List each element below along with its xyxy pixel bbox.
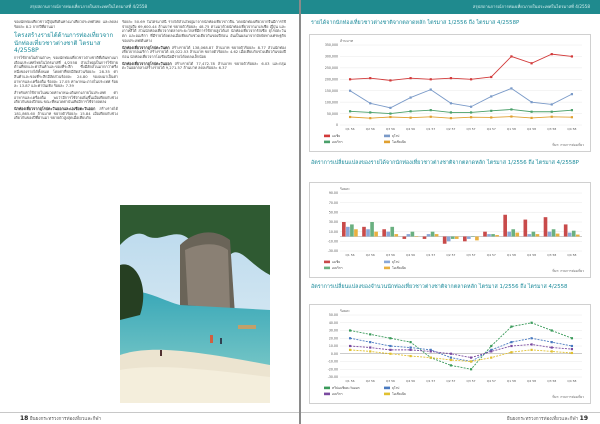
chart-2-bar <box>390 227 394 237</box>
chart-2-bar <box>370 222 374 237</box>
chart-1-point <box>571 116 573 118</box>
chart-1-point <box>470 116 472 118</box>
chart-1-point <box>389 107 391 109</box>
chart-1-xtick: Q1 58 <box>506 127 516 131</box>
chart-2-bar <box>427 234 431 236</box>
chart-3-point <box>551 341 553 343</box>
right-column <box>122 20 286 202</box>
chart-3-ytick: 0.00 <box>330 351 338 356</box>
chart-1-xtick: Q1 57 <box>426 127 436 131</box>
chart-3-point <box>510 351 512 353</box>
chart-2-bar <box>411 232 415 237</box>
chart-3-point <box>430 357 432 359</box>
chart-3-point <box>389 349 391 351</box>
chart-2-bar <box>536 234 540 236</box>
chart-3 <box>309 304 591 404</box>
chart-3-point <box>551 329 553 331</box>
chart-3-point <box>510 345 512 347</box>
chart-1-point <box>409 117 411 119</box>
chart-3-ytick: -30.00 <box>327 375 338 380</box>
right-col-text-1: ร้อยละ 50.69 ในไตรมาสนี้ รายได้ส่วนใหญ่มาจากนักท่องเที่ยวชาวจีน โดยนักท่องเที่ยวจากจีนมีการใช้จ่ายสูงถึง 69,600.44 ล้านบาท ขยายตัวร้อยละ 48.75 ตามมาด้วยนักท่องเที่ยวจากมาเลเซีย ญี่ปุ่น และเกาหลีใต้ ส่วนนักท่องเที่ยวจากตลาดระยะไกลที่มีการใช้จ่ายสูงได้แก่ นักท่องเที่ยวจากรัสเซีย ยุโรปตะวันตก และอเมริกา ที่มีรายได้ลดลงเมื่อเทียบกับช่วงเดียวกันของปีก่อน อันเป็นผลมาจากปัจจัยทางเศรษฐกิจของประเทศต้นทาง <box>122 20 286 43</box>
right-col-heading-3: นักท่องเที่ยวจากยุโรปตะวันออก <box>122 61 172 66</box>
chart-2-xtick: Q4 56 <box>406 253 416 257</box>
chart-1-point <box>490 95 492 97</box>
chart-3-legend-label: ทวีปเอเชียตะวันออก <box>332 386 360 390</box>
chart-1-point <box>450 111 452 113</box>
left-page-number: 18 <box>20 415 29 422</box>
chart-3-xtick: Q1 57 <box>426 379 436 383</box>
chart-2-bar <box>475 237 479 241</box>
chart-3-ytick: -10.00 <box>327 359 338 364</box>
chart-1-legend-swatch <box>324 141 330 144</box>
chart-2-bar <box>471 237 475 238</box>
chart-1-legend-swatch <box>384 141 390 144</box>
chart-2-bar <box>491 234 495 236</box>
chart-1-xtick: Q2 56 <box>365 127 375 131</box>
chart-1-point <box>490 110 492 112</box>
chart-1-point <box>571 93 573 95</box>
chart-3-point <box>470 368 472 370</box>
chart-3-xtick: Q3 58 <box>547 379 557 383</box>
chart-1-xtick: Q2 57 <box>446 127 456 131</box>
chart-3-legend-label: โอเชียเนีย <box>392 392 406 396</box>
chart-1-point <box>510 108 512 110</box>
chart-2-bar <box>548 232 552 237</box>
para-1: การใช้จ่ายในด้านต่างๆ ของนักท่องเที่ยวชาวต่างชาติที่เดินทางมาเยือนประเทศไทยในไตรมาสที่ 4/2558 ส่วนใหญ่เป็นการใช้จ่ายด้านที่พักและค่าสินค้าและของที่ระลึก ซึ่งมีสัดส่วนมากกว่าครึ่งหนึ่งของรายได้ทั้งหมด โดยค่าที่พักมีสัดส่วนร้อยละ 28.35 ค่าสินค้าและของที่ระลึกมีสัดส่วนร้อยละ 24.80 รองลงมาเป็นค่าอาหารและเครื่องดื่ม ร้อยละ 17.05 ค่าพาหนะภายในประเทศ ร้อยละ 13.87 และค่าบันเทิง ร้อยละ 7.39 <box>14 56 118 89</box>
chart-1-xtick: Q4 56 <box>406 127 416 131</box>
chart-3-point <box>571 348 573 350</box>
chart-2-ytick: 90.00 <box>328 191 338 196</box>
chart-2-bar <box>382 229 386 236</box>
right-header-text: สรุปสถานการณ์การท่องเที่ยวภายในประเทศในไตรมาสที่ 4/2558 <box>472 4 590 9</box>
chart-1-ytick: 300,000 <box>324 54 338 59</box>
chart-3-point <box>470 357 472 359</box>
chart-3-point <box>349 345 351 347</box>
right-page <box>301 0 600 424</box>
left-header-text: สรุปสถานการณ์การท่องเที่ยวภายในประเทศในไตรมาสที่ 4/2558 <box>30 4 148 9</box>
chart-3-legend-swatch <box>384 387 390 390</box>
chart-1-xtick: Q3 58 <box>547 127 557 131</box>
right-col-heading-2: นักท่องเที่ยวจากยุโรปตะวันตก <box>122 45 170 50</box>
right-col-text-3: สร้างรายได้ 77,472.78 ล้านบาท ขยายตัวร้อยละ 6.03 และกลุ่มตะวันออกกลางสร้างรายได้ 9,271.57 ล้านบาท ลดลงร้อยละ 6.37 <box>122 61 286 71</box>
chart-3-point <box>490 350 492 352</box>
chart-2-xtick: Q3 56 <box>385 253 395 257</box>
chart-3-point <box>450 364 452 366</box>
chart-3-point <box>389 353 391 355</box>
chart-3-point <box>349 329 351 331</box>
left-footer-text: ยืนยงกระทรวงการท่องเที่ยวและกีฬา <box>29 417 102 422</box>
chart-3-ytick: 30.00 <box>328 328 338 333</box>
chart-2-legend-label: เอเชีย <box>332 260 341 264</box>
chart-2-bar <box>451 237 455 239</box>
chart-1-legend-label: อเมริกา <box>332 140 343 144</box>
chart-1-xtick: Q3 56 <box>385 127 395 131</box>
chart-1-series-line <box>350 109 572 113</box>
chart-2-ytick: 50.00 <box>328 210 338 215</box>
chart-1-point <box>450 77 452 79</box>
chart-1-point <box>389 112 391 114</box>
chart-1-point <box>470 78 472 80</box>
left-footer <box>0 412 299 424</box>
chart-1-point <box>349 110 351 112</box>
chart-1-point <box>490 116 492 118</box>
chart-1-ylabel: ล้านบาท <box>340 39 353 43</box>
chart-1-legend-swatch <box>384 135 390 138</box>
chart-3-point <box>409 346 411 348</box>
chart-1 <box>309 34 591 152</box>
chart-3-point <box>409 341 411 343</box>
chart-3-point <box>530 322 532 324</box>
chart-1-point <box>430 88 432 90</box>
chart-2-bar <box>423 237 427 239</box>
chart-2-bar <box>374 232 378 237</box>
chart-3-legend-swatch <box>384 393 390 396</box>
chart-1-point <box>551 103 553 105</box>
chart-3-point <box>510 326 512 328</box>
chart-1-point <box>551 116 553 118</box>
chart-2-bar <box>544 217 548 236</box>
chart-3-point <box>530 343 532 345</box>
chart-1-series-line <box>350 88 572 107</box>
chart-2-bar <box>467 237 471 239</box>
chart-2-bar <box>403 237 407 239</box>
chart-1-ytick: 250,000 <box>324 66 338 71</box>
chart-2-bar <box>386 232 390 237</box>
chart-1-legend-label: เอเชีย <box>332 134 341 138</box>
chart-2-legend-label: โอเชียเนีย <box>392 266 406 270</box>
chart-2-xtick: Q1 58 <box>506 253 516 257</box>
chart-3-legend-swatch <box>324 393 330 396</box>
chart-2-xtick: Q1 56 <box>345 253 355 257</box>
chart-2-bar <box>528 234 532 236</box>
chart-2-xtick: Q2 58 <box>527 253 537 257</box>
chart-1-point <box>530 111 532 113</box>
chart-2-bar <box>463 237 467 242</box>
chart-2-ytick: -30.00 <box>327 249 338 254</box>
chart-1-point <box>409 96 411 98</box>
chart-2-bar <box>576 235 580 237</box>
chart-2-ytick: 30.00 <box>328 220 338 225</box>
chart-2-legend-label: ยุโรป <box>392 260 400 264</box>
beach-photo <box>120 205 270 403</box>
chart-1-point <box>349 78 351 80</box>
right-footer <box>301 412 600 424</box>
chart-2-xtick: Q3 57 <box>466 253 476 257</box>
chart-2-bar <box>415 237 419 238</box>
chart-3-point <box>470 360 472 362</box>
chart-1-point <box>430 78 432 80</box>
chart-3-ytick: -20.00 <box>327 367 338 372</box>
chart-2-bar <box>511 229 515 236</box>
chart-1-point <box>530 117 532 119</box>
chart-1-xtick: Q4 57 <box>486 127 496 131</box>
right-page-header <box>301 0 600 14</box>
chart-1-point <box>430 116 432 118</box>
chart-2-legend-swatch <box>324 261 330 264</box>
chart-1-ytick: 0 <box>335 123 338 128</box>
chart-2-ytick: -10.00 <box>327 239 338 244</box>
para-3-heading: นักท่องเที่ยวจากยุโรปตะวันออกและเอเชียตะวันออก <box>14 107 96 112</box>
chart-2-bar <box>483 232 487 237</box>
chart-1-point <box>369 111 371 113</box>
chart-2-legend-label: อเมริกา <box>332 266 343 270</box>
chart-1-point <box>551 111 553 113</box>
chart-2-bar <box>532 232 536 237</box>
chart-1-point <box>571 109 573 111</box>
chart-3-point <box>551 350 553 352</box>
chart-3-point <box>389 337 391 339</box>
chart-1-point <box>571 55 573 57</box>
chart-1-title: รายได้จากนักท่องเที่ยวชาวต่างชาติจากตลาดหลัก ไตรมาส 1/2556 ถึง ไตรมาส 4/2558P <box>311 20 520 26</box>
chart-2-bar <box>443 237 447 244</box>
chart-1-point <box>530 101 532 103</box>
chart-1-point <box>349 90 351 92</box>
chart-1-point <box>430 109 432 111</box>
chart-3-point <box>450 357 452 359</box>
chart-1-point <box>349 116 351 118</box>
chart-1-ytick: 350,000 <box>324 43 338 48</box>
chart-1-ytick: 50,000 <box>326 111 338 116</box>
chart-3-point <box>490 345 492 347</box>
chart-3-point <box>571 345 573 347</box>
chart-3-xtick: Q4 58 <box>567 379 577 383</box>
para-2: สำหรับค่าใช้จ่ายในหมวดค่าพาหนะเดินทางภายในประเทศ ค่าอาหารและเครื่องดื่ม พบว่ามีการใช้จ่ายเพิ่มขึ้นเมื่อเทียบกับช่วงเดียวกันของปีก่อน ขณะที่หมวดค่าบันเทิงมีการใช้จ่ายลดลง <box>14 90 118 105</box>
chart-2-title: อัตราการเปลี่ยนแปลงของรายได้จากนักท่องเที่ยวชาวต่างชาติจากตลาดหลัก ไตรมาส 1/2556 ถึง ไตรมาส 4/2558P <box>311 160 579 166</box>
chart-2 <box>309 182 591 278</box>
chart-2-bar <box>564 224 568 236</box>
chart-1-point <box>409 77 411 79</box>
chart-2-bar <box>507 232 511 237</box>
chart-2-xtick: Q3 58 <box>547 253 557 257</box>
chart-3-point <box>349 337 351 339</box>
chart-3-point <box>369 346 371 348</box>
chart-2-ytick: 10.00 <box>328 229 338 234</box>
chart-3-xtick: Q1 56 <box>345 379 355 383</box>
chart-3-ytick: 50.00 <box>328 313 338 318</box>
chart-2-bar <box>524 220 528 237</box>
chart-3-legend-label: ยุโรป <box>392 386 400 390</box>
chart-2-xtick: Q1 57 <box>426 253 436 257</box>
chart-1-point <box>409 110 411 112</box>
right-col-text-2: สร้างรายได้ 138,068.87 ล้านบาท ขยายตัวร้อยละ 8.77 ส่วนนักท่องเที่ยวจากอเมริกา สร้างรายได้ 45,022.53 ล้านบาท ขยายตัวร้อยละ 4.62 เมื่อเทียบกับช่วงเดียวกันของปีก่อน นักท่องเที่ยวจากโอเชียเนียมีรายได้ลดลงเล็กน้อย <box>122 45 286 59</box>
chart-2-bar <box>455 237 459 239</box>
chart-3-point <box>389 345 391 347</box>
chart-2-bar <box>435 234 439 236</box>
chart-3-xtick: Q3 56 <box>385 379 395 383</box>
chart-2-legend-swatch <box>384 267 390 270</box>
chart-2-source-note: ที่มา: กรมการท่องเที่ยว <box>552 269 584 273</box>
chart-2-bar <box>354 229 358 236</box>
chart-3-ytick: 40.00 <box>328 320 338 325</box>
chart-1-ytick: 100,000 <box>324 100 338 105</box>
chart-3-point <box>409 355 411 357</box>
chart-3-title: อัตราการเปลี่ยนแปลงของจำนวนนักท่องเที่ยวชาวต่างชาติจากตลาดหลัก ไตรมาส 1/2556 ถึง ไตรมาส 4/2558 <box>311 284 568 290</box>
chart-2-xtick: Q2 57 <box>446 253 456 257</box>
chart-1-series-line <box>350 54 572 80</box>
chart-2-xtick: Q2 56 <box>365 253 375 257</box>
chart-2-bar <box>495 235 499 236</box>
chart-1-point <box>470 111 472 113</box>
chart-1-point <box>470 106 472 108</box>
chart-1-point <box>369 117 371 119</box>
chart-1-point <box>510 55 512 57</box>
chart-1-point <box>450 102 452 104</box>
right-footer-text: ยืนยงกระทรวงการท่องเที่ยวและกีฬา <box>506 417 579 422</box>
chart-1-legend-swatch <box>324 135 330 138</box>
chart-3-xtick: Q1 58 <box>506 379 516 383</box>
chart-2-ytick: 70.00 <box>328 200 338 205</box>
chart-1-xtick: Q4 58 <box>567 127 577 131</box>
chart-3-legend-swatch <box>324 387 330 390</box>
section-title: โครงสร้างรายได้ด้านการท่องเที่ยวจากนักท่องเที่ยวชาวต่างชาติ ไตรมาส 4/2558P <box>14 32 114 54</box>
chart-1-point <box>369 102 371 104</box>
right-page-number: 19 <box>579 415 588 422</box>
chart-3-ylabel: ร้อยละ <box>340 309 351 313</box>
chart-3-ytick: 20.00 <box>328 336 338 341</box>
chart-3-point <box>369 333 371 335</box>
chart-1-xtick: Q1 56 <box>345 127 355 131</box>
chart-2-xtick: Q4 57 <box>486 253 496 257</box>
chart-3-series-line <box>350 338 572 361</box>
chart-3-point <box>510 341 512 343</box>
chart-3-point <box>530 337 532 339</box>
chart-2-ylabel: ร้อยละ <box>340 187 351 191</box>
chart-2-legend-swatch <box>384 261 390 264</box>
chart-3-point <box>349 349 351 351</box>
chart-1-point <box>510 87 512 89</box>
chart-1-source-note: ที่มา: กรมการท่องเที่ยว <box>552 143 584 147</box>
chart-2-xtick: Q4 58 <box>567 253 577 257</box>
chart-1-xtick: Q3 57 <box>466 127 476 131</box>
chart-3-point <box>571 337 573 339</box>
left-page <box>0 0 299 424</box>
chart-2-bar <box>568 233 572 237</box>
chart-2-bar <box>346 227 350 237</box>
chart-1-point <box>389 79 391 81</box>
chart-3-point <box>430 350 432 352</box>
chart-3-point <box>571 352 573 354</box>
chart-1-xtick: Q2 58 <box>527 127 537 131</box>
chart-2-bar <box>556 234 560 237</box>
chart-2-bar <box>362 227 366 237</box>
chart-2-bar <box>342 222 346 237</box>
chart-2-legend-swatch <box>324 267 330 270</box>
chart-3-ytick: 10.00 <box>328 344 338 349</box>
left-page-header <box>0 0 299 14</box>
para-3: สร้างรายได้ 181,865.60 ล้านบาท ขยายตัวร้อยละ 15.84 เมื่อเทียบกับช่วงเดียวกันของปีที่ผ่านมา ขยายตัวสูงสุดเมื่อเทียบกับ <box>14 107 118 121</box>
chart-3-point <box>369 350 371 352</box>
left-column <box>14 20 118 398</box>
chart-2-bar <box>487 234 491 236</box>
chart-3-xtick: Q2 56 <box>365 379 375 383</box>
chart-2-bar <box>407 234 411 236</box>
chart-1-point <box>551 53 553 55</box>
chart-2-bar <box>572 231 576 237</box>
chart-3-point <box>450 359 452 361</box>
chart-3-point <box>551 346 553 348</box>
chart-3-point <box>409 349 411 351</box>
chart-1-point <box>450 117 452 119</box>
chart-2-bar <box>366 229 370 236</box>
chart-3-xtick: Q4 57 <box>486 379 496 383</box>
chart-3-point <box>369 341 371 343</box>
chart-3-xtick: Q4 56 <box>406 379 416 383</box>
chart-3-point <box>530 349 532 351</box>
chart-3-xtick: Q2 57 <box>446 379 456 383</box>
chart-2-bar <box>447 237 451 242</box>
chart-1-legend-label: โอเชียเนีย <box>392 140 406 144</box>
chart-2-bar <box>350 224 354 236</box>
chart-3-xtick: Q2 58 <box>527 379 537 383</box>
chart-3-xtick: Q3 57 <box>466 379 476 383</box>
chart-2-bar <box>431 232 435 237</box>
chart-1-point <box>369 77 371 79</box>
chart-3-source-note: ที่มา: กรมการท่องเที่ยว <box>552 395 584 399</box>
chart-2-bar <box>394 234 398 236</box>
chart-1-point <box>530 62 532 64</box>
chart-1-legend-label: ยุโรป <box>392 134 400 138</box>
chart-1-series-line <box>350 117 572 119</box>
chart-3-series-line <box>350 344 572 357</box>
chart-3-legend-label: อเมริกา <box>332 392 343 396</box>
chart-2-bar <box>503 215 507 237</box>
chart-1-point <box>510 115 512 117</box>
chart-3-point <box>490 357 492 359</box>
chart-1-point <box>490 76 492 78</box>
chart-1-point <box>389 116 391 118</box>
intro-text: ของนักท่องเที่ยวชาวญี่ปุ่นที่เดินทางมาเที่ยวประเทศไทย และลดลงร้อยละ 8.2 จากปีที่ผ่านมา <box>14 20 118 29</box>
chart-2-bar <box>552 229 556 236</box>
chart-2-bar <box>515 233 519 237</box>
chart-1-ytick: 150,000 <box>324 88 338 93</box>
chart-1-ytick: 200,000 <box>324 77 338 82</box>
chart-3-point <box>450 353 452 355</box>
